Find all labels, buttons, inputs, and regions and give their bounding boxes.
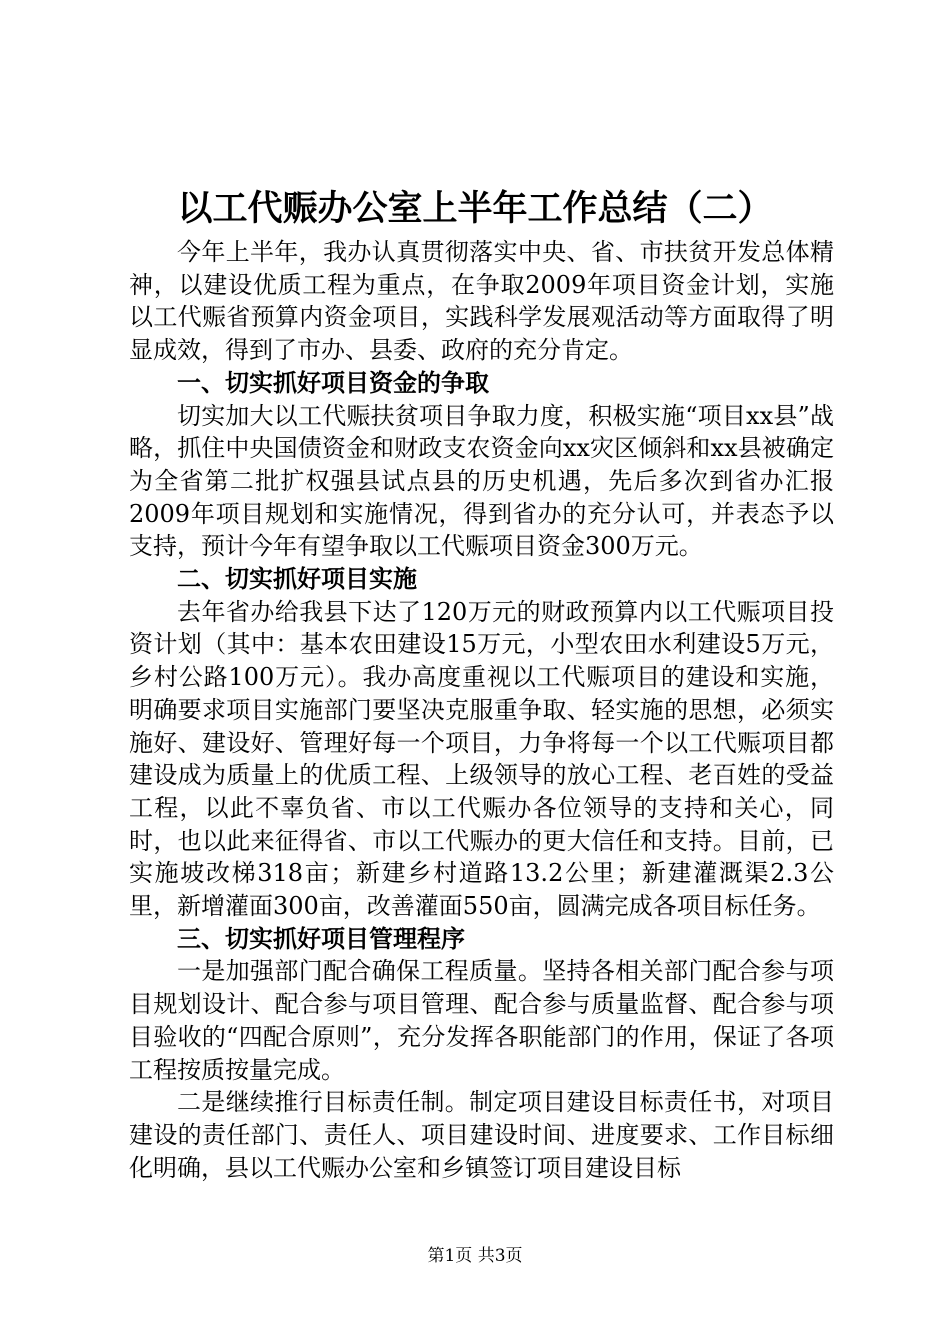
document-body (129, 236, 834, 1184)
section-heading-1: 一、切实抓好项目资金的争取 (177, 367, 489, 397)
section-heading-3: 三、切实抓好项目管理程序 (177, 923, 465, 953)
section-1-paragraph: 切实加大以工代赈扶贫项目争取力度，积极实施“项目xx县”战略，抓住中央国债资金和财政支农资金向xx灾区倾斜和xx县被确定为全省第二批扩权强县试点县的历史机遇，先后多次到省办汇报2009年项目规划和实施情况，得到省办的充分认可，并表态予以支持，预计今年有望争取以工代赈项目资金300万元。 (129, 401, 834, 561)
intro-paragraph: 今年上半年，我办认真贯彻落实中央、省、市扶贫开发总体精神，以建设优质工程为重点，在争取2009年项目资金计划，实施以工代赈省预算内资金项目，实践科学发展观活动等方面取得了明显成效，得到了市办、县委、政府的充分肯定。 (129, 238, 834, 365)
section-heading-2: 二、切实抓好项目实施 (177, 564, 417, 594)
page-number-footer: 第1页 共3页 (427, 1246, 523, 1266)
section-3-paragraph-2: 二是继续推行目标责任制。制定项目建设目标责任书，对项目建设的责任部门、责任人、项目建设时间、进度要求、工作目标细化明确，县以工代赈办公室和乡镇签订项目建设目标 (129, 1088, 834, 1182)
section-2-paragraph: 去年省办给我县下达了120万元的财政预算内以工代赈项目投资计划（其中：基本农田建设15万元，小型农田水利建设5万元，乡村公路100万元）。我办高度重视以工代赈项目的建设和实施，明确要求项目实施部门要坚决克服重争取、轻实施的思想，必须实施好、建设好、管理好每一个项目，力争将每一个以工代赈项目都建设成为质量上的优质工程、上级领导的放心工程、老百姓的受益工程，以此不辜负省、市以工代赈办各位领导的支持和关心，同时，也以此来征得省、市以工代赈办的更大信任和支持。目前，已实施坡改梯318亩；新建乡村道路13.2公里；新建灌溉渠2.3公里，新增灌面300亩，改善灌面550亩，圆满完成各项目标任务。 (129, 597, 834, 921)
section-3-paragraph-1: 一是加强部门配合确保工程质量。坚持各相关部门配合参与项目规划设计、配合参与项目管理、配合参与质量监督、配合参与项目验收的“四配合原则”，充分发挥各职能部门的作用，保证了各项工程按质按量完成。 (129, 957, 834, 1084)
document-title: 以工代赈办公室上半年工作总结（二） (177, 188, 773, 229)
